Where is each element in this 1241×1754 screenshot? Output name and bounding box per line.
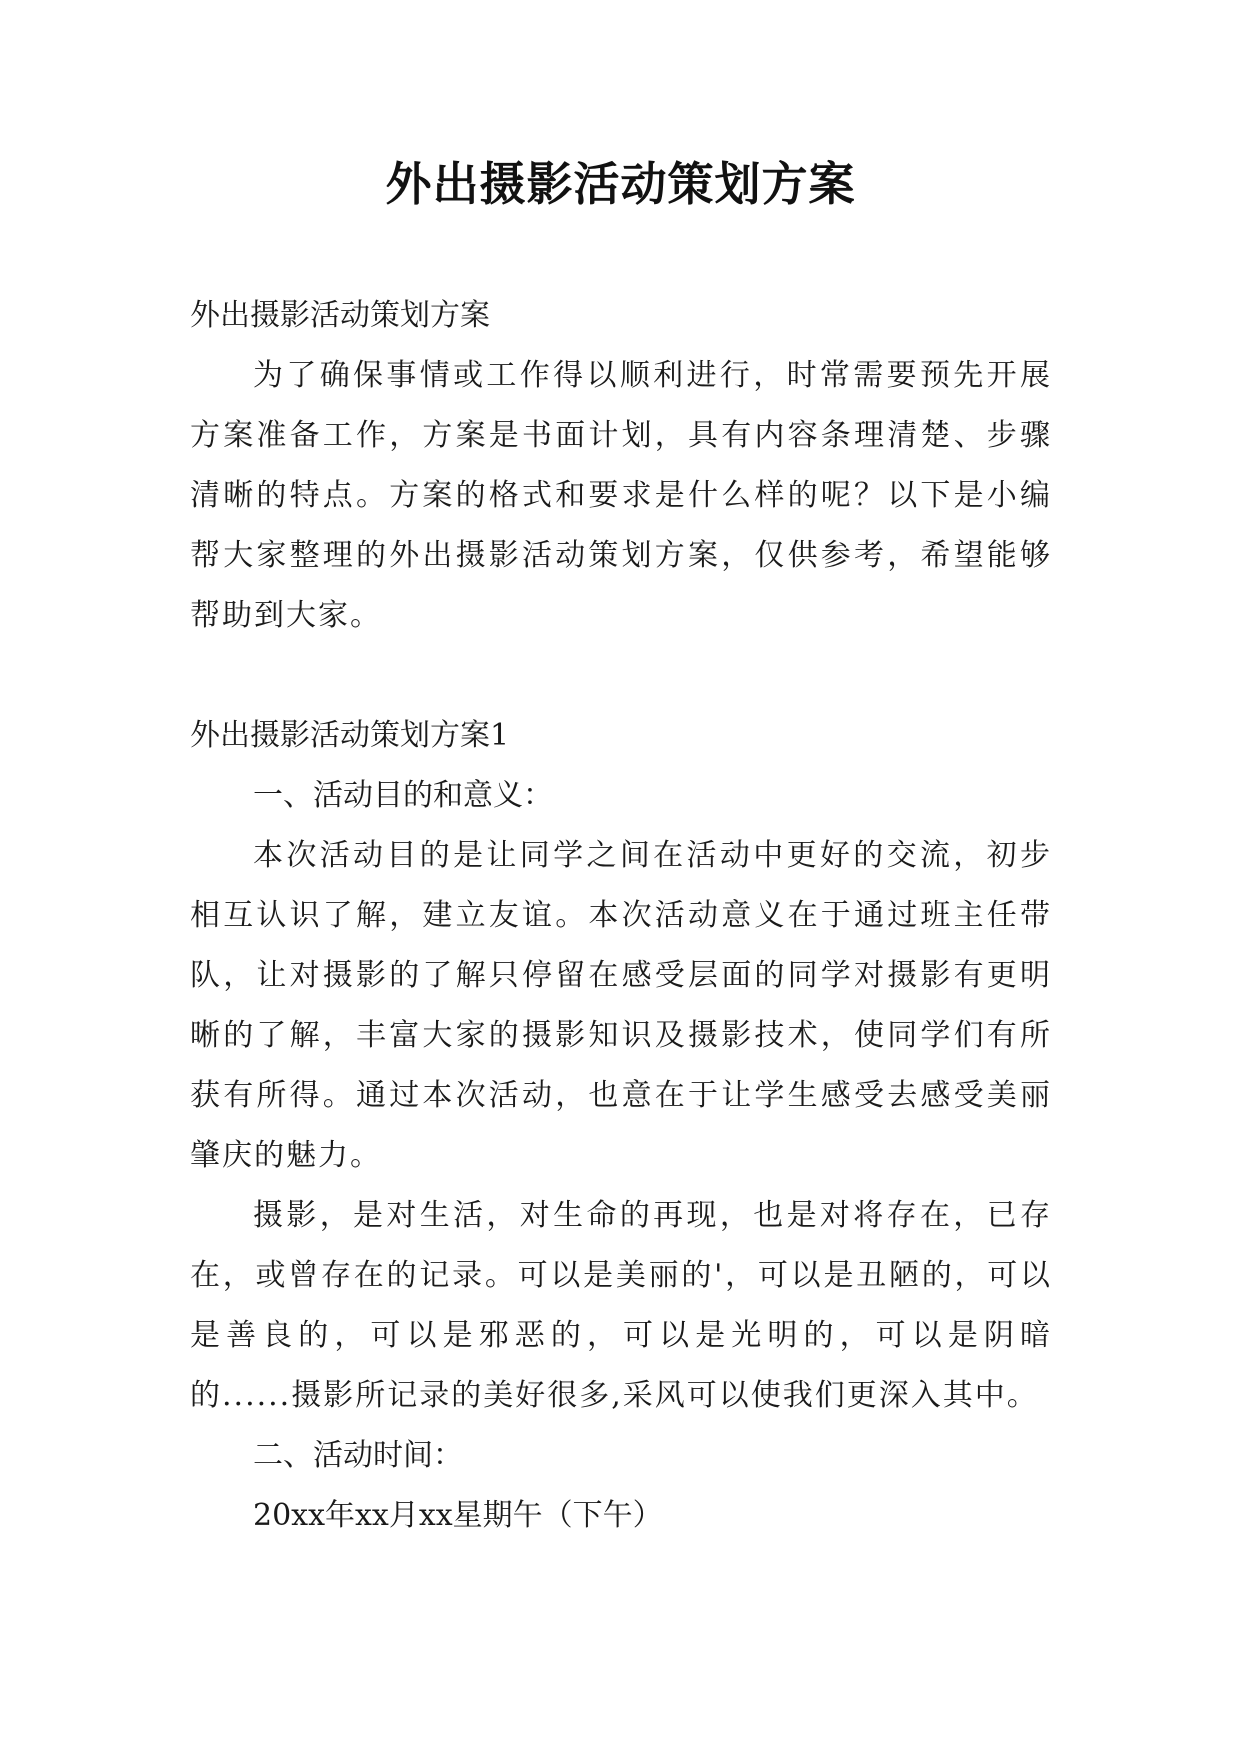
heading-purpose: 一、活动目的和意义：: [253, 778, 553, 813]
heading-time: 二、活动时间：: [253, 1438, 463, 1473]
photography-paragraph: 摄影，是对生活，对生命的再现，也是对将存在，已存在，或曾存在的记录。可以是美丽的'，可以是丑陋的，可以是善良的，可以是邪恶的，可以是光明的，可以是阴暗的......摄影所记录的美好很多,采风可以使我们更深入其中。: [190, 1198, 1052, 1413]
document-subtitle: 外出摄影活动策划方案: [190, 298, 490, 333]
activity-time-value: 20xx年xx月xx星期午（下午）: [253, 1498, 663, 1533]
intro-paragraph: 为了确保事情或工作得以顺利进行，时常需要预先开展方案准备工作，方案是书面计划，具有内容条理清楚、步骤清晰的特点。方案的格式和要求是什么样的呢？以下是小编帮大家整理的外出摄影活动策划方案，仅供参考，希望能够帮助到大家。: [190, 358, 1052, 633]
document-title: 外出摄影活动策划方案: [385, 157, 856, 211]
section-title: 外出摄影活动策划方案1: [190, 718, 510, 753]
document-body: [190, 286, 1052, 1546]
paragraph-spacer: [190, 646, 1052, 706]
purpose-paragraph: 本次活动目的是让同学之间在活动中更好的交流，初步相互认识了解，建立友谊。本次活动意义在于通过班主任带队，让对摄影的了解只停留在感受层面的同学对摄影有更明晰的了解，丰富大家的摄影知识及摄影技术，使同学们有所获有所得。通过本次活动，也意在于让学生感受去感受美丽肇庆的魅力。: [190, 838, 1052, 1173]
